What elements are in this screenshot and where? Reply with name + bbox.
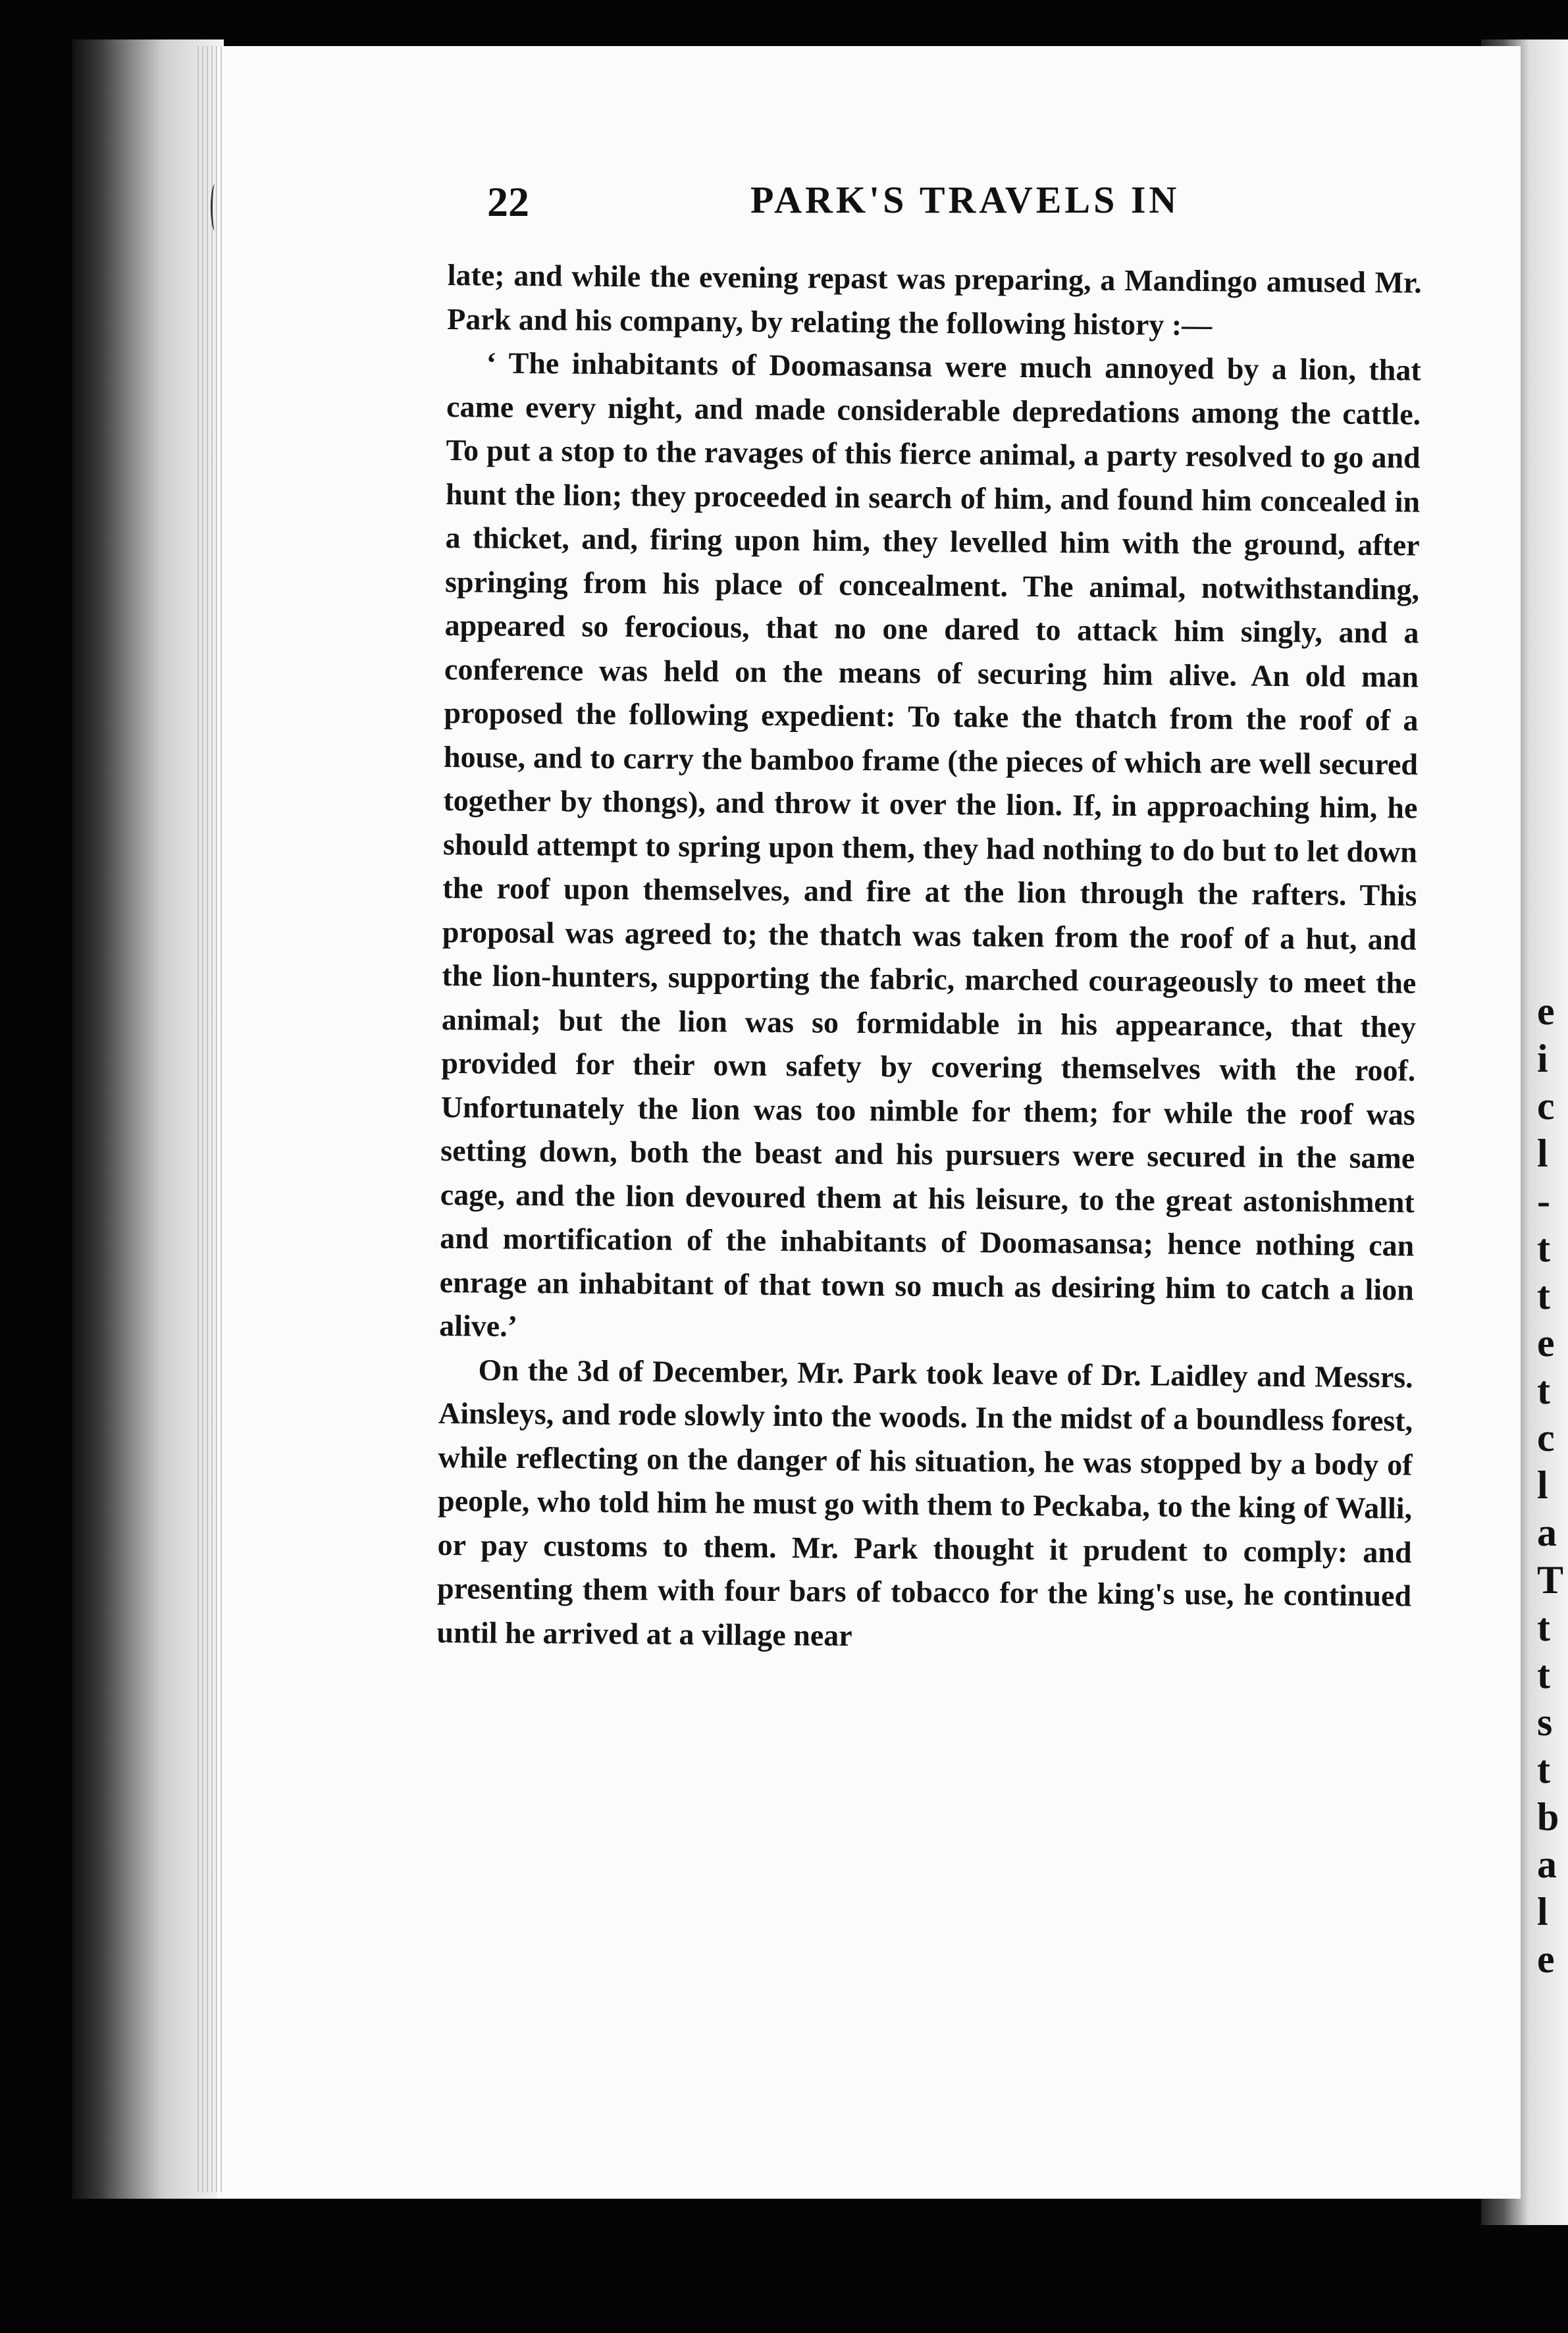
page-body <box>436 253 1422 1662</box>
next-page-letters: e i c l - t t e t c l a T t t s t b a l e <box>1537 989 1564 1981</box>
page-header <box>487 178 1428 230</box>
binding-lines <box>197 46 224 2192</box>
running-title: PARK'S TRAVELS IN <box>750 178 1180 221</box>
paragraph-intro: late; and while the evening repast was preparing, a Mandingo amused Mr. Park and his company, by relating the following history :— <box>447 257 1422 342</box>
margin-mark <box>211 184 219 230</box>
page-number: 22 <box>487 178 529 225</box>
paragraph-departure: On the 3d of December, Mr. Park took leave of Dr. Laidley and Messrs. Ainsleys, and rode slowly into the woods. In the midst of a boundless forest, while reflecting on the danger of his situation, he was stopped by a body of people, who told him he must go with them to Peckaba, to the king of Walli, or pay customs to them. Mr. Park thought it prudent to comply: and presenting them with four bars of tobacco for the king's use, he continued until he arrived at a village near <box>436 1352 1413 1652</box>
paragraph-lion-story: ‘ The inhabitants of Doomasansa were much annoyed by a lion, that came every night, and made considerable depredations among the cattle. To put a stop to the ravages of this fierce animal, a party resolved to go and hunt the lion; they proceeded in search of him, and found him concealed in a thicket, and, firing upon him, they levelled him with the ground, after springing from his place of concealment. The animal, notwithstanding, appeared so ferocious, that no one dared to attack him singly, and a conference was held on the means of securing him alive. An old man proposed the following expedient: To take the thatch from the roof of a house, and to carry the bamboo frame (the pieces of which are well secured together by thongs), and throw it over the lion. If, in approaching him, he should attempt to spring upon them, they had nothing to do but to let down the roof upon themselves, and fire at the lion through the rafters. This proposal was agreed to; the thatch was taken from the roof of a hut, and the lion-hunters, supporting the fabric, marched courageously to meet the animal; but the lion was so formidable in his appearance, that they provided for their own safety by covering themselves with the roof. Unfortunately the lion was too nimble for them; for while the roof was setting down, both the beast and his pursuers were secured in the same cage, and the lion devoured them at his leisure, to the great astonishment and mortification of the inhabitants of Doomasansa; hence nothing can enrage an inhabitant of that town so much as desiring him to catch a lion alive.’ <box>439 346 1421 1343</box>
